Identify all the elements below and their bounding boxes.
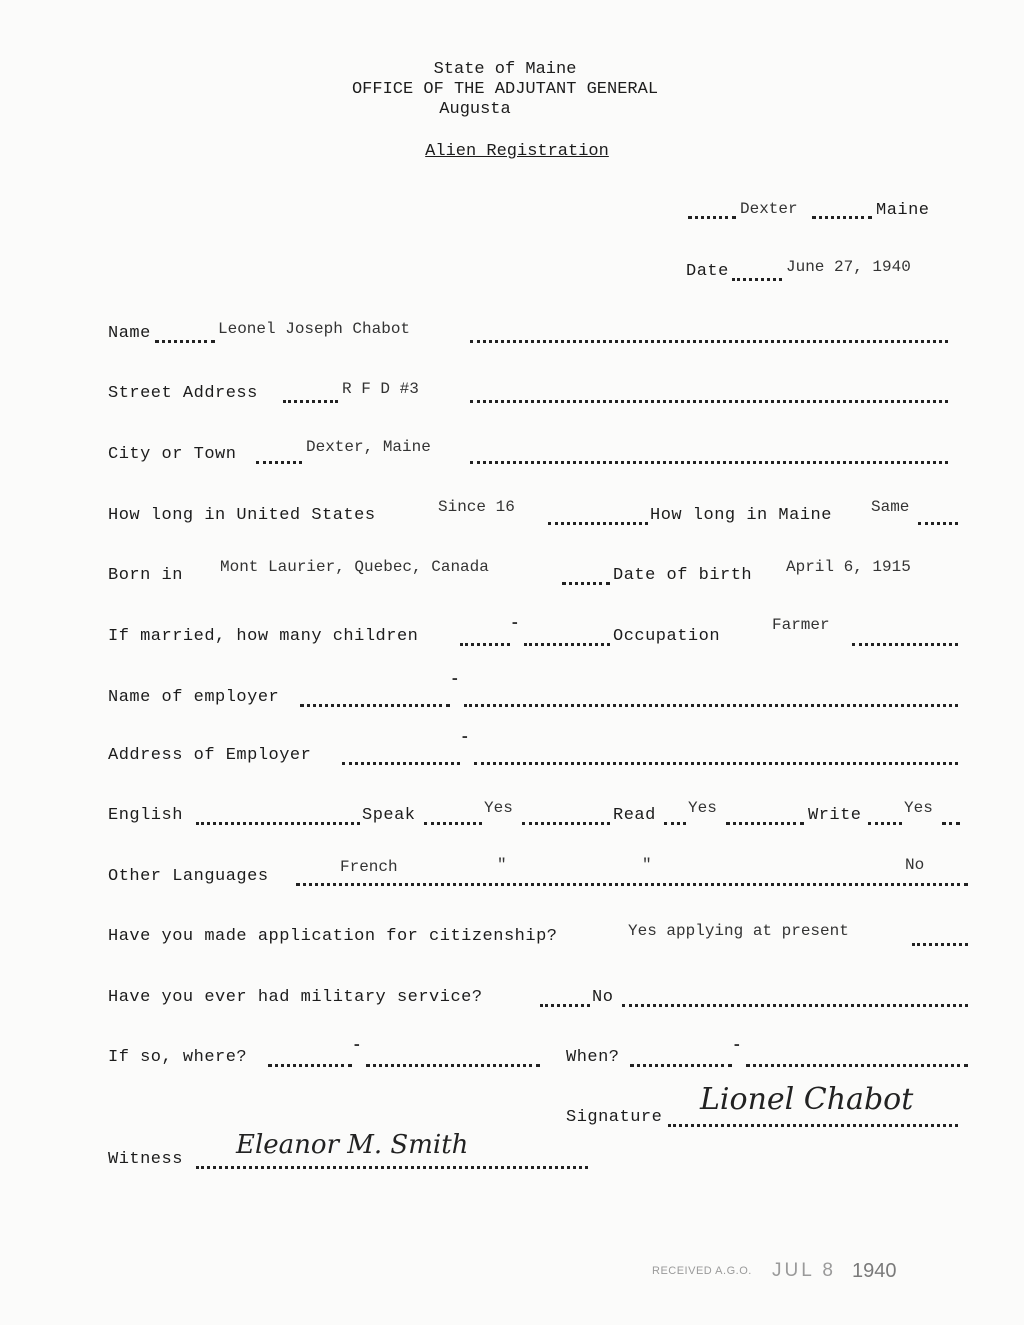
dots xyxy=(155,337,215,343)
dots xyxy=(746,1061,968,1067)
dots xyxy=(470,337,948,343)
dots xyxy=(548,519,648,525)
children-label: If married, how many children xyxy=(108,627,419,646)
witness-value: Eleanor M. Smith xyxy=(236,1130,469,1160)
other-read-value: " xyxy=(642,856,652,874)
dots xyxy=(540,1001,590,1007)
occupation-label: Occupation xyxy=(613,627,721,646)
other-write-value: No xyxy=(905,856,925,874)
header-state: State of Maine xyxy=(433,60,577,79)
other-languages-value: French xyxy=(340,858,398,876)
born-in-value: Mont Laurier, Quebec, Canada xyxy=(220,558,489,576)
dots xyxy=(524,640,610,646)
speak-label: Speak xyxy=(362,806,416,825)
dots xyxy=(296,880,968,886)
received-stamp-year: 1940 xyxy=(852,1260,897,1282)
employer-label: Name of employer xyxy=(108,688,280,707)
dots xyxy=(470,397,948,403)
english-write-value: Yes xyxy=(904,799,933,817)
children-value: - xyxy=(510,614,520,632)
when-label: When? xyxy=(566,1048,620,1067)
name-value: Leonel Joseph Chabot xyxy=(218,320,411,338)
signature-value: Lionel Chabot xyxy=(700,1082,914,1117)
date-value: June 27, 1940 xyxy=(786,258,911,276)
english-read-value: Yes xyxy=(688,799,717,817)
dots xyxy=(726,819,804,825)
city-label: City or Town xyxy=(108,445,237,464)
how-long-maine-label: How long in Maine xyxy=(650,506,832,525)
dots xyxy=(664,819,686,825)
dots xyxy=(196,1163,588,1169)
dots xyxy=(464,701,958,707)
write-label: Write xyxy=(808,806,862,825)
dob-value: April 6, 1915 xyxy=(786,558,911,576)
received-stamp-label: RECEIVED A.G.O. xyxy=(652,1265,752,1277)
dots xyxy=(342,759,460,765)
town-value: Dexter xyxy=(740,200,798,218)
where-value: - xyxy=(352,1036,362,1054)
dots xyxy=(668,1121,958,1127)
dots xyxy=(256,458,302,464)
employer-value: - xyxy=(450,670,460,688)
military-label: Have you ever had military service? xyxy=(108,988,483,1007)
dots xyxy=(812,213,872,219)
dots xyxy=(912,940,968,946)
dots xyxy=(942,819,960,825)
dots xyxy=(470,458,948,464)
when-value: - xyxy=(732,1036,742,1054)
other-languages-label: Other Languages xyxy=(108,867,269,886)
read-label: Read xyxy=(613,806,656,825)
dots xyxy=(852,640,958,646)
form-title: Alien Registration xyxy=(425,142,609,161)
born-in-label: Born in xyxy=(108,566,183,585)
state-label: Maine xyxy=(876,201,930,220)
dots xyxy=(283,397,338,403)
dots xyxy=(196,819,360,825)
dots xyxy=(622,1001,968,1007)
other-speak-value: " xyxy=(497,856,507,874)
how-long-us-value: Since 16 xyxy=(438,498,515,516)
how-long-maine-value: Same xyxy=(871,498,910,516)
dots xyxy=(732,275,782,281)
dots xyxy=(366,1061,540,1067)
occupation-value: Farmer xyxy=(772,616,830,634)
how-long-us-label: How long in United States xyxy=(108,506,376,525)
employer-address-label: Address of Employer xyxy=(108,746,312,765)
citizenship-label: Have you made application for citizenship? xyxy=(108,927,558,946)
dots xyxy=(474,759,958,765)
dots xyxy=(424,819,482,825)
city-value: Dexter, Maine xyxy=(306,438,431,456)
dots xyxy=(688,213,736,219)
dots xyxy=(460,640,510,646)
header-city: Augusta xyxy=(439,100,511,119)
employer-address-value: - xyxy=(460,728,470,746)
english-label: English xyxy=(108,806,183,825)
street-label: Street Address xyxy=(108,384,258,403)
dots xyxy=(868,819,902,825)
dots xyxy=(268,1061,352,1067)
received-stamp-date: JUL 8 xyxy=(772,1260,836,1281)
dots xyxy=(522,819,610,825)
dots xyxy=(918,519,958,525)
date-label: Date xyxy=(686,262,729,281)
dots xyxy=(562,579,610,585)
dots xyxy=(630,1061,732,1067)
where-label: If so, where? xyxy=(108,1048,248,1067)
dob-label: Date of birth xyxy=(613,566,753,585)
english-speak-value: Yes xyxy=(484,799,513,817)
name-label: Name xyxy=(108,324,151,343)
dots xyxy=(300,701,450,707)
military-value: No xyxy=(592,988,614,1007)
witness-label: Witness xyxy=(108,1150,183,1169)
header-office: OFFICE OF THE ADJUTANT GENERAL xyxy=(351,80,659,99)
signature-label: Signature xyxy=(566,1108,663,1127)
street-value: R F D #3 xyxy=(342,380,419,398)
citizenship-value: Yes applying at present xyxy=(628,922,849,940)
